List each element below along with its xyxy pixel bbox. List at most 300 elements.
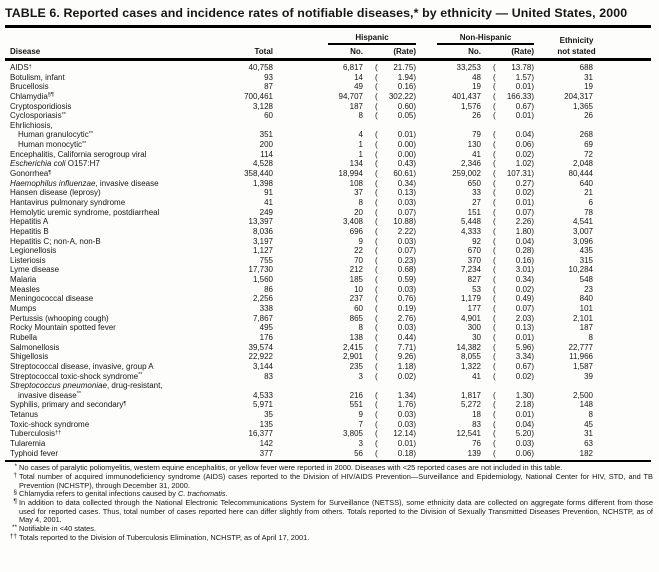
table-row bbox=[5, 333, 651, 343]
disease-name: Haemophilus influenzae, invasive disease bbox=[10, 178, 159, 188]
ethnicity-not-stated: 3,096 bbox=[572, 236, 593, 246]
header-non-hispanic-no: No. bbox=[468, 47, 481, 56]
disease-name: Rocky Mountain spotted fever bbox=[10, 323, 116, 333]
total-cases: 16,377 bbox=[248, 429, 273, 439]
total-cases: 4,533 bbox=[252, 390, 273, 400]
hispanic-rate: ( 1.18) bbox=[375, 361, 416, 371]
non-hispanic-rate: ( 0.67) bbox=[493, 361, 534, 371]
hispanic-no: 3,408 bbox=[342, 217, 363, 227]
non-hispanic-rate: ( 13.78) bbox=[493, 63, 534, 72]
header-hispanic-no: No. bbox=[350, 47, 363, 56]
header-rule bbox=[5, 58, 651, 61]
ethnicity-not-stated: 1,365 bbox=[572, 101, 593, 111]
non-hispanic-no: 41 bbox=[472, 149, 481, 159]
total-cases: 377 bbox=[259, 448, 273, 458]
non-hispanic-rate: ( 166.33) bbox=[493, 91, 534, 101]
disease-name: Human granulocytic** bbox=[18, 130, 93, 140]
non-hispanic-rate: ( 0.07) bbox=[493, 207, 534, 217]
table-row bbox=[5, 73, 651, 83]
hispanic-no: 134 bbox=[349, 159, 363, 169]
non-hispanic-rate: ( 2.26) bbox=[493, 217, 534, 227]
total-cases: 5,971 bbox=[252, 400, 273, 410]
table-group-row bbox=[5, 121, 651, 131]
disease-name: Listeriosis bbox=[10, 255, 46, 265]
footnote-marker: ¶ bbox=[13, 498, 17, 506]
total-cases: 495 bbox=[259, 323, 273, 333]
non-hispanic-no: 2,346 bbox=[460, 159, 481, 169]
ethnicity-not-stated: 21 bbox=[584, 188, 593, 198]
hispanic-rate: ( 0.03) bbox=[375, 284, 416, 294]
hispanic-no: 108 bbox=[349, 178, 363, 188]
total-cases: 39,574 bbox=[248, 342, 273, 352]
non-hispanic-rate: ( 0.02) bbox=[493, 188, 534, 198]
table-row bbox=[5, 237, 651, 247]
non-hispanic-no: 827 bbox=[467, 275, 481, 285]
hispanic-no: 37 bbox=[354, 188, 363, 198]
ethnicity-not-stated: 268 bbox=[579, 130, 593, 140]
ethnicity-not-stated: 31 bbox=[584, 429, 593, 439]
disease-name: Tuberculosis†† bbox=[10, 429, 62, 439]
non-hispanic-no: 4,901 bbox=[460, 313, 481, 323]
ethnicity-not-stated: 10,284 bbox=[568, 265, 593, 275]
hispanic-rate: ( 0.18) bbox=[375, 448, 416, 458]
hispanic-rate: ( 0.16) bbox=[375, 82, 416, 92]
non-hispanic-no: 1,322 bbox=[460, 361, 481, 371]
hispanic-no: 20 bbox=[354, 207, 363, 217]
title-rule bbox=[5, 25, 651, 28]
header-hispanic-rate: (Rate) bbox=[393, 47, 416, 56]
total-cases: 3,197 bbox=[252, 236, 273, 246]
footnote-text: Totals reported to the Division of Tuberculosis Elimination, NCHSTP, as of April 17, 2001. bbox=[19, 532, 310, 542]
hispanic-no: 237 bbox=[349, 294, 363, 304]
ethnicity-not-stated: 6 bbox=[588, 197, 593, 207]
non-hispanic-rate: ( 5.20) bbox=[493, 429, 534, 439]
total-cases: 200 bbox=[259, 140, 273, 150]
hispanic-no: 8 bbox=[358, 111, 363, 121]
non-hispanic-rate: ( 0.04) bbox=[493, 130, 534, 140]
table-row bbox=[5, 294, 651, 304]
hispanic-rate: ( 0.01) bbox=[375, 438, 416, 448]
ethnicity-not-stated: 8 bbox=[588, 332, 593, 342]
non-hispanic-rate: ( 1.02) bbox=[493, 159, 534, 169]
footnote-marker: ** bbox=[11, 524, 17, 532]
hispanic-no: 49 bbox=[354, 82, 363, 92]
table-row bbox=[5, 429, 651, 439]
non-hispanic-no: 5,448 bbox=[460, 217, 481, 227]
non-hispanic-no: 300 bbox=[467, 323, 481, 333]
footnote-text: Total number of acquired immunodeficiency syndrome (AIDS) cases reported to the Division of HIV/AIDS Prevention—Surveillance and Epidemiology, National Center for HIV, STD, and TB Prevention (NCHSTP), through December 31, 2000. bbox=[19, 471, 653, 490]
hispanic-rate: ( 0.76) bbox=[375, 294, 416, 304]
hispanic-rate: ( 0.07) bbox=[375, 207, 416, 217]
non-hispanic-no: 130 bbox=[467, 140, 481, 150]
ethnicity-not-stated: 11,966 bbox=[569, 352, 593, 362]
non-hispanic-rate: ( 0.07) bbox=[493, 304, 534, 314]
table-row bbox=[5, 256, 651, 266]
hispanic-rate: ( 0.07) bbox=[375, 246, 416, 256]
total-cases: 249 bbox=[259, 207, 273, 217]
non-hispanic-rate: ( 0.49) bbox=[493, 294, 534, 304]
non-hispanic-rate: ( 0.02) bbox=[493, 284, 534, 294]
table-row bbox=[5, 92, 651, 102]
footnote-marker: § bbox=[13, 489, 17, 497]
total-cases: 17,730 bbox=[248, 265, 273, 275]
non-hispanic-no: 670 bbox=[467, 246, 481, 256]
hispanic-rate: ( 9.26) bbox=[375, 352, 416, 362]
table-group-row bbox=[5, 381, 651, 391]
ethnicity-not-stated: 548 bbox=[579, 275, 593, 285]
hispanic-no: 94,707 bbox=[338, 91, 363, 101]
ethnicity-not-stated: 69 bbox=[584, 140, 593, 150]
ethnicity-not-stated: 39 bbox=[584, 371, 593, 381]
hispanic-rate: ( 0.43) bbox=[375, 159, 416, 169]
disease-name: Shigellosis bbox=[10, 352, 49, 362]
non-hispanic-rate: ( 2.03) bbox=[493, 313, 534, 323]
total-cases: 1,127 bbox=[252, 246, 273, 256]
non-hispanic-rate: ( 1.80) bbox=[493, 226, 534, 236]
footnote-text: Notifiable in <40 states. bbox=[19, 524, 97, 534]
table-row bbox=[5, 208, 651, 218]
hispanic-no: 7 bbox=[358, 419, 363, 429]
non-hispanic-no: 7,234 bbox=[460, 265, 481, 275]
hispanic-no: 865 bbox=[349, 313, 363, 323]
non-hispanic-rate: ( 0.67) bbox=[493, 101, 534, 111]
hispanic-no: 14 bbox=[354, 72, 363, 82]
non-hispanic-rate: ( 3.34) bbox=[493, 352, 534, 362]
hispanic-no: 235 bbox=[349, 361, 363, 371]
non-hispanic-rate: ( 0.01) bbox=[493, 410, 534, 420]
footnote-text: Chlamydia refers to genital infections caused by C. trachomatis. bbox=[19, 489, 228, 499]
non-hispanic-no: 370 bbox=[467, 255, 481, 265]
hispanic-rate: ( 0.01) bbox=[375, 130, 416, 140]
non-hispanic-no: 139 bbox=[467, 448, 481, 458]
table-row bbox=[5, 246, 651, 256]
disease-name: Legionellosis bbox=[10, 246, 57, 256]
disease-name: Brucellosis bbox=[10, 82, 49, 92]
ethnicity-not-stated: 26 bbox=[584, 111, 593, 121]
non-hispanic-no: 26 bbox=[472, 111, 481, 121]
hispanic-rate: ( 0.23) bbox=[375, 255, 416, 265]
total-cases: 338 bbox=[259, 304, 273, 314]
non-hispanic-no: 650 bbox=[467, 178, 481, 188]
total-cases: 3,128 bbox=[252, 101, 273, 111]
table-row bbox=[5, 391, 651, 401]
ethnicity-not-stated: 63 bbox=[584, 438, 593, 448]
hispanic-rate: ( 0.44) bbox=[375, 332, 416, 342]
hispanic-rate: ( 0.03) bbox=[375, 419, 416, 429]
ethnicity-not-stated: 187 bbox=[579, 323, 593, 333]
non-hispanic-rate: ( 0.27) bbox=[493, 178, 534, 188]
hispanic-rate: ( 0.03) bbox=[375, 323, 416, 333]
non-hispanic-no: 1,576 bbox=[460, 101, 481, 111]
disease-name: Botulism, infant bbox=[10, 72, 65, 82]
ethnicity-not-stated: 2,101 bbox=[572, 313, 593, 323]
hispanic-rate: ( 1.76) bbox=[375, 400, 416, 410]
non-hispanic-rate: ( 0.01) bbox=[493, 197, 534, 207]
table-row bbox=[5, 275, 651, 285]
non-hispanic-no: 33 bbox=[472, 188, 481, 198]
total-cases: 135 bbox=[259, 419, 273, 429]
total-cases: 3,144 bbox=[252, 361, 273, 371]
non-hispanic-no: 83 bbox=[472, 419, 481, 429]
non-hispanic-no: 19 bbox=[472, 82, 481, 92]
disease-name: Toxic-shock syndrome bbox=[10, 419, 90, 429]
hispanic-rate: ( 0.02) bbox=[375, 371, 416, 381]
non-hispanic-no: 76 bbox=[472, 438, 481, 448]
total-cases: 358,440 bbox=[244, 169, 273, 179]
ethnicity-not-stated: 45 bbox=[584, 419, 593, 429]
hispanic-no: 185 bbox=[349, 275, 363, 285]
hispanic-no: 187 bbox=[349, 101, 363, 111]
ethnicity-not-stated: 22,777 bbox=[568, 342, 593, 352]
hispanic-no: 1 bbox=[358, 140, 363, 150]
non-hispanic-no: 33,253 bbox=[456, 63, 481, 72]
table-row bbox=[5, 323, 651, 333]
disease-name: Pertussis (whooping cough) bbox=[10, 313, 109, 323]
hispanic-rate: ( 10.88) bbox=[375, 217, 416, 227]
non-hispanic-rate: ( 5.96) bbox=[493, 342, 534, 352]
disease-name: Hansen disease (leprosy) bbox=[10, 188, 101, 198]
ethnicity-not-stated: 688 bbox=[579, 63, 593, 72]
table-row bbox=[5, 179, 651, 189]
table-row bbox=[5, 410, 651, 420]
ethnicity-not-stated: 72 bbox=[584, 149, 593, 159]
non-hispanic-rate: ( 1.30) bbox=[493, 390, 534, 400]
ethnicity-not-stated: 640 bbox=[579, 178, 593, 188]
total-cases: 142 bbox=[259, 438, 273, 448]
hispanic-no: 22 bbox=[354, 246, 363, 256]
ethnicity-not-stated: 435 bbox=[579, 246, 593, 256]
total-cases: 87 bbox=[264, 82, 273, 92]
table-row bbox=[5, 159, 651, 169]
hispanic-rate: ( 0.03) bbox=[375, 410, 416, 420]
table-row bbox=[5, 343, 651, 353]
total-cases: 22,922 bbox=[248, 352, 273, 362]
non-hispanic-rate: ( 0.28) bbox=[493, 246, 534, 256]
ethnicity-not-stated: 182 bbox=[579, 448, 593, 458]
footnote-marker: †† bbox=[9, 532, 17, 540]
hispanic-rate: ( 0.00) bbox=[375, 149, 416, 159]
hispanic-rate: ( 60.61) bbox=[375, 169, 416, 179]
hispanic-rate: ( 0.19) bbox=[375, 304, 416, 314]
non-hispanic-rate: ( 0.01) bbox=[493, 82, 534, 92]
disease-name: Gonorrhea¶ bbox=[10, 169, 52, 179]
table-row bbox=[5, 63, 651, 73]
non-hispanic-rate: ( 3.01) bbox=[493, 265, 534, 275]
total-cases: 40,758 bbox=[248, 63, 273, 72]
ethnicity-not-stated: 2,500 bbox=[572, 390, 593, 400]
hispanic-no: 3,805 bbox=[342, 429, 363, 439]
non-hispanic-no: 1,179 bbox=[460, 294, 481, 304]
table-row bbox=[5, 285, 651, 295]
footnote-marker: † bbox=[13, 471, 17, 479]
ethnicity-not-stated: 80,444 bbox=[568, 169, 593, 179]
total-cases: 1,398 bbox=[252, 178, 273, 188]
disease-name: Ehrlichiosis, bbox=[10, 120, 53, 130]
disease-name: Tularemia bbox=[10, 438, 46, 448]
ethnicity-not-stated: 3,007 bbox=[572, 226, 593, 236]
table-row bbox=[5, 217, 651, 227]
hispanic-no: 216 bbox=[349, 390, 363, 400]
table-row bbox=[5, 352, 651, 362]
table-row bbox=[5, 169, 651, 179]
total-cases: 60 bbox=[264, 111, 273, 121]
non-hispanic-rate: ( 2.18) bbox=[493, 400, 534, 410]
table-row bbox=[5, 102, 651, 112]
disease-name: Chlamydia§¶ bbox=[10, 91, 54, 101]
hispanic-rate: ( 0.34) bbox=[375, 178, 416, 188]
hispanic-no: 3 bbox=[358, 438, 363, 448]
non-hispanic-rate: ( 107.31) bbox=[493, 169, 534, 179]
disease-name: invasive disease** bbox=[18, 390, 81, 400]
table-row bbox=[5, 140, 651, 150]
total-cases: 93 bbox=[264, 72, 273, 82]
table-row bbox=[5, 150, 651, 160]
disease-name: Rubella bbox=[10, 332, 38, 342]
total-cases: 91 bbox=[264, 188, 273, 198]
hispanic-no: 8 bbox=[358, 197, 363, 207]
footnote-text: In addition to data collected through the National Electronic Telecommunications System for Surveillance (NETSS), some ethnicity data are collected on aggregate forms different from those used for reported cases. Thus, total number of cases reported here can differ slightly from others. Totals reported to the Division of Sexually Transmitted Diseases Prevention, NCHSTP, as of May 4, 2001. bbox=[19, 498, 653, 525]
table-row bbox=[5, 130, 651, 140]
non-hispanic-rate: ( 1.57) bbox=[493, 72, 534, 82]
hispanic-rate: ( 21.75) bbox=[375, 63, 416, 72]
non-hispanic-no: 4,333 bbox=[460, 226, 481, 236]
table-header bbox=[5, 33, 651, 61]
non-hispanic-no: 401,437 bbox=[452, 91, 481, 101]
hispanic-rate: ( 302.22) bbox=[375, 91, 416, 101]
disease-name: Human monocytic** bbox=[18, 140, 87, 150]
table-title: TABLE 6. Reported cases and incidence rates of notifiable diseases,* by ethnicity — United States, 2000 bbox=[5, 6, 628, 20]
ethnicity-not-stated: 840 bbox=[579, 294, 593, 304]
table-row bbox=[5, 111, 651, 121]
disease-name: AIDS† bbox=[10, 63, 32, 72]
non-hispanic-no: 53 bbox=[472, 284, 481, 294]
disease-name: Cyclosporiasis** bbox=[10, 111, 66, 121]
hispanic-rate: ( 12.14) bbox=[375, 429, 416, 439]
non-hispanic-no: 8,055 bbox=[460, 352, 481, 362]
hispanic-no: 18,994 bbox=[338, 169, 363, 179]
header-group-row bbox=[5, 33, 651, 45]
header-non-hispanic-rate: (Rate) bbox=[511, 47, 534, 56]
non-hispanic-no: 1,817 bbox=[460, 390, 481, 400]
non-hispanic-rate: ( 0.04) bbox=[493, 419, 534, 429]
ethnicity-not-stated: 8 bbox=[588, 410, 593, 420]
disease-name: Hepatitis B bbox=[10, 226, 49, 236]
ethnicity-not-stated: 148 bbox=[579, 400, 593, 410]
header-disease: Disease bbox=[10, 47, 41, 56]
footnote-marker: * bbox=[14, 463, 17, 471]
total-cases: 700,461 bbox=[244, 91, 273, 101]
non-hispanic-no: 18 bbox=[472, 410, 481, 420]
total-cases: 41 bbox=[264, 197, 273, 207]
footnotes bbox=[5, 464, 653, 542]
total-cases: 351 bbox=[259, 130, 273, 140]
disease-name: Hantavirus pulmonary syndrome bbox=[10, 197, 126, 207]
disease-name: Hepatitis A bbox=[10, 217, 49, 227]
header-group-non-hispanic: Non-Hispanic bbox=[416, 33, 534, 45]
header-ethnicity-line2: not stated bbox=[557, 47, 596, 56]
table-bottom-rule bbox=[5, 460, 651, 462]
total-cases: 35 bbox=[264, 410, 273, 420]
hispanic-rate: ( 1.34) bbox=[375, 390, 416, 400]
table-row bbox=[5, 362, 651, 372]
disease-name: Measles bbox=[10, 284, 40, 294]
ethnicity-not-stated: 315 bbox=[579, 255, 593, 265]
hispanic-rate: ( 0.05) bbox=[375, 111, 416, 121]
disease-name: Cryptosporidiosis bbox=[10, 101, 72, 111]
non-hispanic-rate: ( 0.13) bbox=[493, 323, 534, 333]
disease-name: Streptococcus pneumoniae, drug-resistant, bbox=[10, 381, 163, 391]
hispanic-no: 9 bbox=[358, 236, 363, 246]
header-group-hispanic: Hispanic bbox=[273, 33, 416, 45]
disease-name: Streptococcal disease, invasive, group A bbox=[10, 361, 154, 371]
hispanic-no: 551 bbox=[349, 400, 363, 410]
ethnicity-not-stated: 19 bbox=[584, 82, 593, 92]
non-hispanic-no: 14,382 bbox=[456, 342, 481, 352]
table-row bbox=[5, 198, 651, 208]
non-hispanic-no: 92 bbox=[472, 236, 481, 246]
hispanic-rate: ( 0.00) bbox=[375, 140, 416, 150]
non-hispanic-rate: ( 0.06) bbox=[493, 140, 534, 150]
hispanic-no: 696 bbox=[349, 226, 363, 236]
hispanic-rate: ( 0.13) bbox=[375, 188, 416, 198]
hispanic-rate: ( 0.60) bbox=[375, 101, 416, 111]
disease-name: Escherichia coli O157:H7 bbox=[10, 159, 100, 169]
total-cases: 1,560 bbox=[252, 275, 273, 285]
hispanic-no: 10 bbox=[354, 284, 363, 294]
disease-name: Typhoid fever bbox=[10, 448, 59, 458]
footnote-text: No cases of paralytic poliomyelitis, western equine encephalitis, or yellow fever were reported in 2000. Diseases with <25 reported cases are not included in this table. bbox=[19, 463, 563, 473]
hispanic-no: 60 bbox=[354, 304, 363, 314]
table-row bbox=[5, 372, 651, 382]
table-row bbox=[5, 265, 651, 275]
non-hispanic-no: 12,541 bbox=[456, 429, 481, 439]
table-row bbox=[5, 304, 651, 314]
disease-name: Hemolytic uremic syndrome, postdiarrheal bbox=[10, 207, 160, 217]
hispanic-rate: ( 1.94) bbox=[375, 72, 416, 82]
total-cases: 83 bbox=[264, 371, 273, 381]
hispanic-rate: ( 0.59) bbox=[375, 275, 416, 285]
table-row bbox=[5, 420, 651, 430]
disease-name: Syphilis, primary and secondary¶ bbox=[10, 400, 127, 410]
hispanic-no: 6,817 bbox=[342, 63, 363, 72]
non-hispanic-rate: ( 0.03) bbox=[493, 438, 534, 448]
non-hispanic-no: 259,002 bbox=[452, 169, 481, 179]
disease-name: Streptococcal toxic-shock syndrome** bbox=[10, 371, 143, 381]
disease-name: Encephalitis, California serogroup viral bbox=[10, 149, 147, 159]
ethnicity-not-stated: 4,541 bbox=[572, 217, 593, 227]
non-hispanic-rate: ( 0.02) bbox=[493, 371, 534, 381]
ethnicity-not-stated: 204,317 bbox=[564, 91, 593, 101]
hispanic-rate: ( 0.03) bbox=[375, 197, 416, 207]
footnote bbox=[5, 473, 653, 490]
table-row bbox=[5, 400, 651, 410]
hispanic-rate: ( 0.68) bbox=[375, 265, 416, 275]
ethnicity-not-stated: 23 bbox=[584, 284, 593, 294]
non-hispanic-rate: ( 0.04) bbox=[493, 236, 534, 246]
non-hispanic-no: 41 bbox=[472, 371, 481, 381]
ethnicity-not-stated: 78 bbox=[584, 207, 593, 217]
table-row bbox=[5, 449, 651, 459]
disease-name: Malaria bbox=[10, 275, 37, 285]
total-cases: 86 bbox=[264, 284, 273, 294]
hispanic-no: 8 bbox=[358, 323, 363, 333]
footnote bbox=[5, 534, 653, 543]
non-hispanic-no: 151 bbox=[467, 207, 481, 217]
non-hispanic-no: 5,272 bbox=[460, 400, 481, 410]
header-ethnicity-line1: Ethnicity bbox=[559, 36, 594, 45]
ethnicity-not-stated: 2,048 bbox=[572, 159, 593, 169]
hispanic-rate: ( 0.03) bbox=[375, 236, 416, 246]
